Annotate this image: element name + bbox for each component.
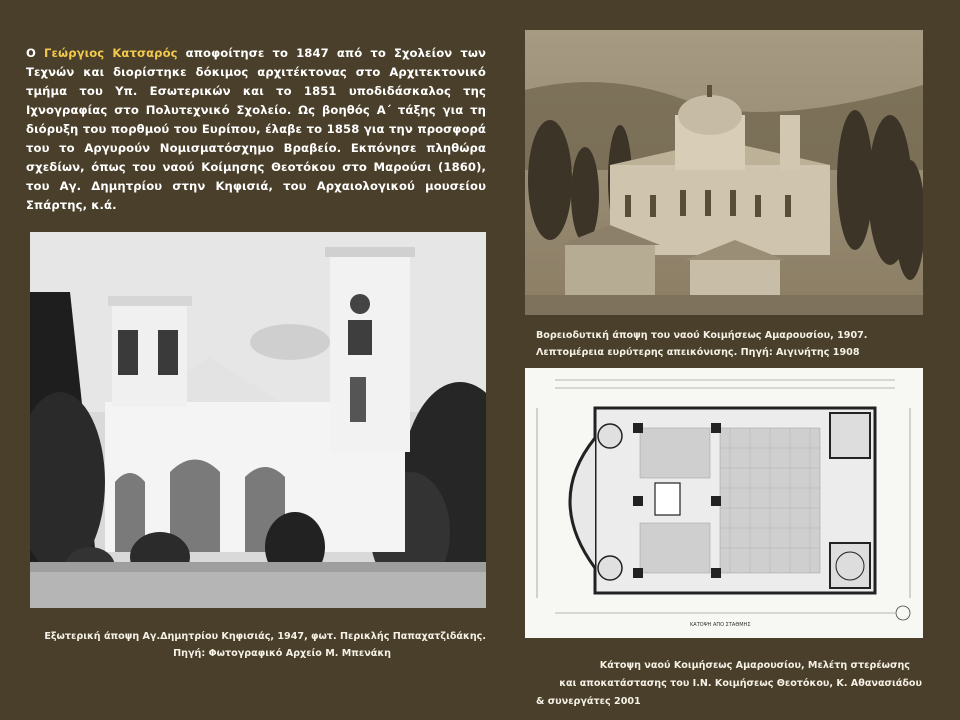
caption-bottom-right-line-2: και αποκατάστασης του Ι.Ν. Κοιμήσεως Θεοτόκου, Κ. Αθανασιάδου — [559, 678, 922, 689]
caption-bottom-right-line-3: & συνεργάτες 2001 — [536, 696, 641, 707]
caption-bottom-right-line-1: Κάτοψη ναού Κοιμήσεως Αμαρουσίου, Μελέτη στερέωσης — [599, 660, 910, 671]
floor-plan-drawing — [525, 368, 923, 638]
caption-bottom-right — [536, 657, 922, 711]
caption-top-right — [536, 327, 867, 361]
caption-left-line-2: Πηγή: Φωτογραφικό Αρχείο Μ. Μπενάκη — [173, 648, 391, 659]
intro-paragraph — [26, 44, 486, 215]
sepia-church-photo — [525, 30, 923, 315]
caption-left-line-1: Εξωτερική άποψη Αγ.Δημητρίου Κηφισιάς, 1947, φωτ. Περικλής Παπαχατζιδάκης. — [44, 631, 486, 642]
architect-name: Γεώργιος Κατσαρός — [44, 46, 178, 60]
caption-top-right-line-2: Λεπτομέρεια ευρύτερης απεικόνισης. Πηγή: Αιγινήτης 1908 — [536, 347, 860, 358]
intro-prefix: Ο — [26, 46, 45, 60]
caption-top-right-line-1: Βορειοδυτική άποψη του ναού Κοιμήσεως Αμαρουσίου, 1907. — [536, 330, 868, 341]
intro-text: αποφοίτησε το 1847 από το Σχολείον των Τεχνών και διορίστηκε δόκιμος αρχιτέκτονας στο Αρχιτεκτονικό τμήμα του Υπ. Εσωτερικών και το 1851 υποδιδάσκαλος της Ιχνογραφίας στο Πολυτεχνικό Σχολείο. Ως βοηθός Α΄ τάξης για τη διόρυξη του πορθμού του Ευρίπου, έλαβε το 1858 για την προσφορά του το Αργυρούν Νομισματόσχημο Βραβείο. Εκπόνησε πληθώρα σχεδίων, όπως του ναού Κοίμησης Θεοτόκου στο Μαρούσι (1860), του Αγ. Δημητρίου στην Κηφισιά, του Αρχαιολογικού μουσείου Σπάρτης, κ.ά. — [26, 46, 486, 212]
caption-left — [30, 628, 486, 662]
bw-church-photo — [30, 232, 486, 608]
plan-label: ΚΑΤΟΨΗ ΑΠΟ ΣΤΑΘΜΗΣ — [690, 622, 751, 628]
